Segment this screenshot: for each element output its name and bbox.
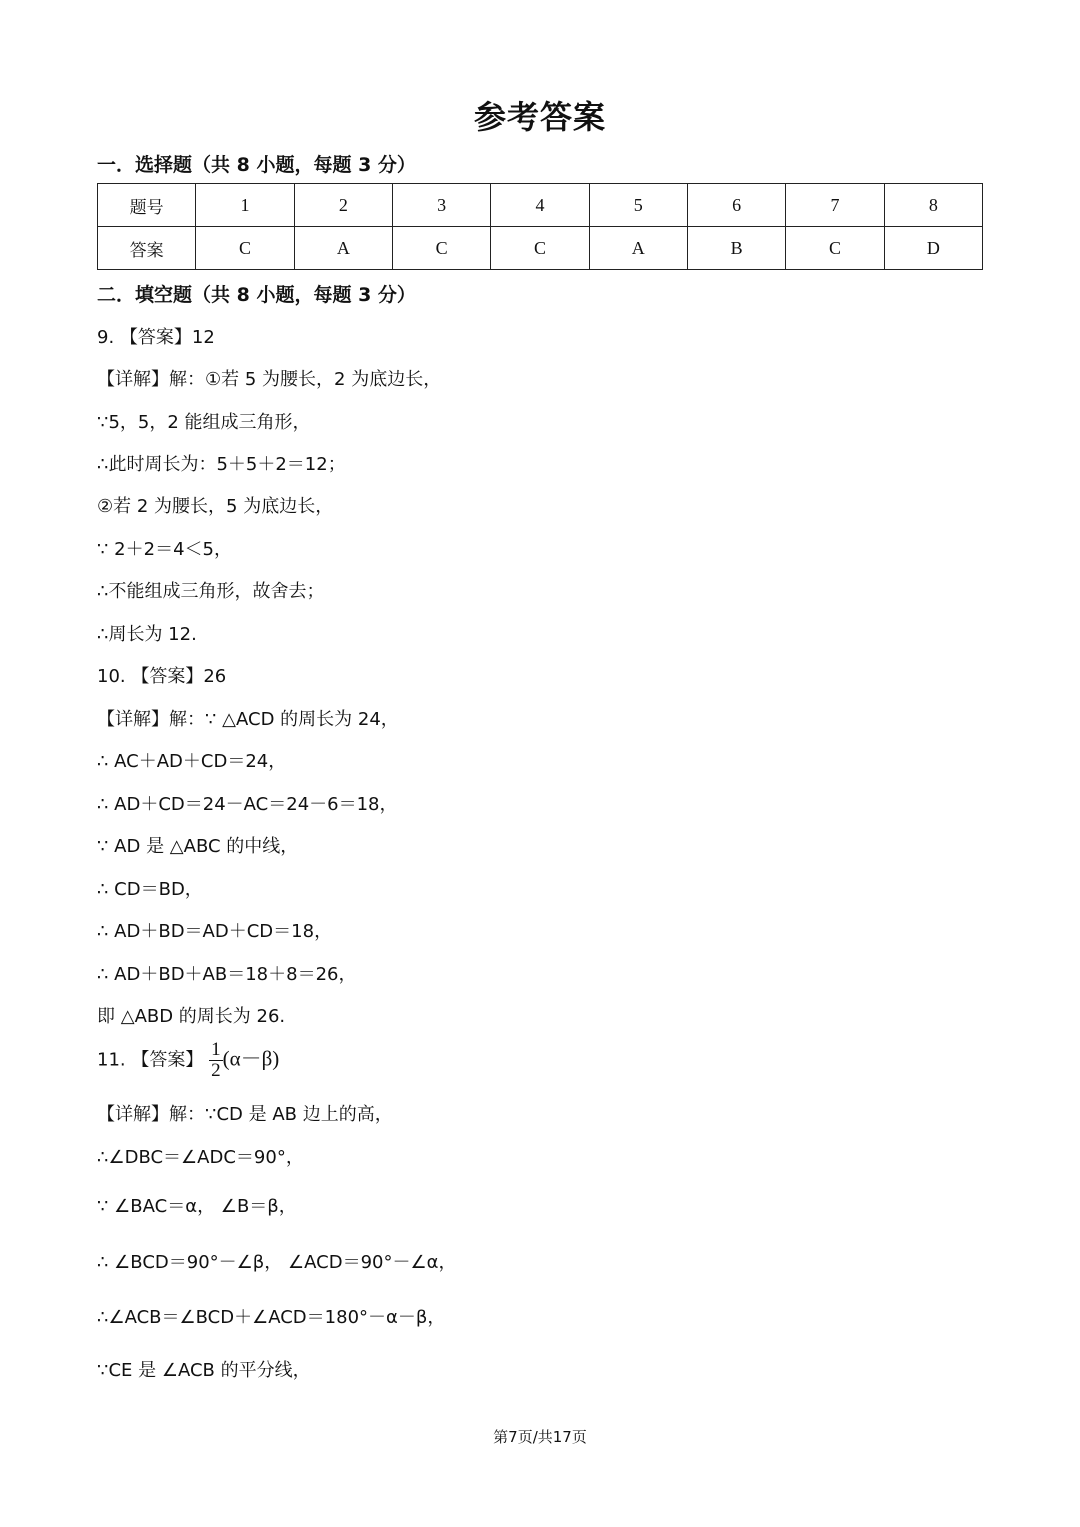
table-cell: 3: [392, 184, 490, 227]
table-cell: D: [884, 227, 982, 270]
answer-line: 9. 【答案】12: [97, 327, 215, 348]
solution-line: ②若 2 为腰长，5 为底边长，: [97, 496, 334, 517]
table-cell: 8: [884, 184, 982, 227]
table-cell: 6: [687, 184, 785, 227]
fraction: [209, 1040, 223, 1081]
table-cell: A: [294, 227, 392, 270]
fraction-denominator: 2: [211, 1060, 221, 1081]
table-cell: 4: [491, 184, 589, 227]
solution-line: 即 △ABD 的周长为 26.: [97, 1006, 286, 1027]
answer-line: 10. 【答案】26: [97, 666, 227, 687]
table-cell: A: [589, 227, 687, 270]
solution-line: ∴∠ACB＝∠BCD＋∠ACD＝180°－α－β，: [97, 1307, 446, 1328]
answer-expression: (α－β): [222, 1046, 280, 1071]
answer-label: 11. 【答案】: [97, 1049, 204, 1071]
table-cell: 2: [294, 184, 392, 227]
page-footer: 第7页/共17页: [493, 1428, 587, 1446]
solution-line: ∴此时周长为：5＋5＋2＝12；: [97, 454, 346, 475]
table-cell-label: 答案: [98, 227, 196, 270]
table-cell: C: [491, 227, 589, 270]
solution-line: ∴ AD＋BD＝AD＋CD＝18，: [97, 921, 333, 942]
section-heading-fill: 二．填空题（共 8 小题，每题 3 分）: [97, 284, 416, 306]
fraction-numerator: 1: [211, 1039, 221, 1060]
section-heading-choice: 一．选择题（共 8 小题，每题 3 分）: [97, 154, 416, 176]
solution-line: ∵ AD 是 △ABC 的中线，: [97, 836, 299, 857]
solution-line: ∴不能组成三角形，故舍去；: [97, 581, 325, 602]
page-title: 参考答案: [473, 98, 606, 136]
solution-line: ∴周长为 12.: [97, 624, 197, 645]
table-cell: C: [196, 227, 294, 270]
table-cell-label: 题号: [98, 184, 196, 227]
solution-line: ∵ 2＋2＝4＜5，: [97, 539, 232, 560]
table-cell: 5: [589, 184, 687, 227]
solution-line: ∴ ∠BCD＝90°－∠β， ∠ACD＝90°－∠α，: [97, 1252, 457, 1273]
solution-line: 【详解】解：∵ △ACD 的周长为 24，: [97, 709, 399, 730]
solution-line: ∵5，5，2 能组成三角形，: [97, 412, 311, 433]
table-cell: C: [392, 227, 490, 270]
solution-line: ∴ AD＋BD＋AB＝18＋8＝26，: [97, 964, 357, 985]
answer-line-q11: [97, 1040, 279, 1081]
table-cell: C: [786, 227, 884, 270]
table-row-numbers: [98, 184, 983, 227]
solution-line: ∴ CD＝BD，: [97, 879, 203, 900]
solution-line: 【详解】解：∵CD 是 AB 边上的高，: [97, 1104, 393, 1125]
table-cell: 7: [786, 184, 884, 227]
table-cell: 1: [196, 184, 294, 227]
table-row-answers: [98, 227, 983, 270]
table-cell: B: [687, 227, 785, 270]
solution-line: ∴ AC＋AD＋CD＝24，: [97, 751, 287, 772]
answer-table: [97, 183, 983, 270]
solution-line: ∵CE 是 ∠ACB 的平分线，: [97, 1360, 311, 1381]
solution-line: ∵ ∠BAC＝α， ∠B＝β，: [97, 1196, 297, 1217]
solution-line: ∴∠DBC＝∠ADC＝90°，: [97, 1147, 304, 1168]
solution-line: 【详解】解：①若 5 为腰长，2 为底边长，: [97, 369, 442, 390]
solution-line: ∴ AD＋CD＝24－AC＝24－6＝18，: [97, 794, 398, 815]
